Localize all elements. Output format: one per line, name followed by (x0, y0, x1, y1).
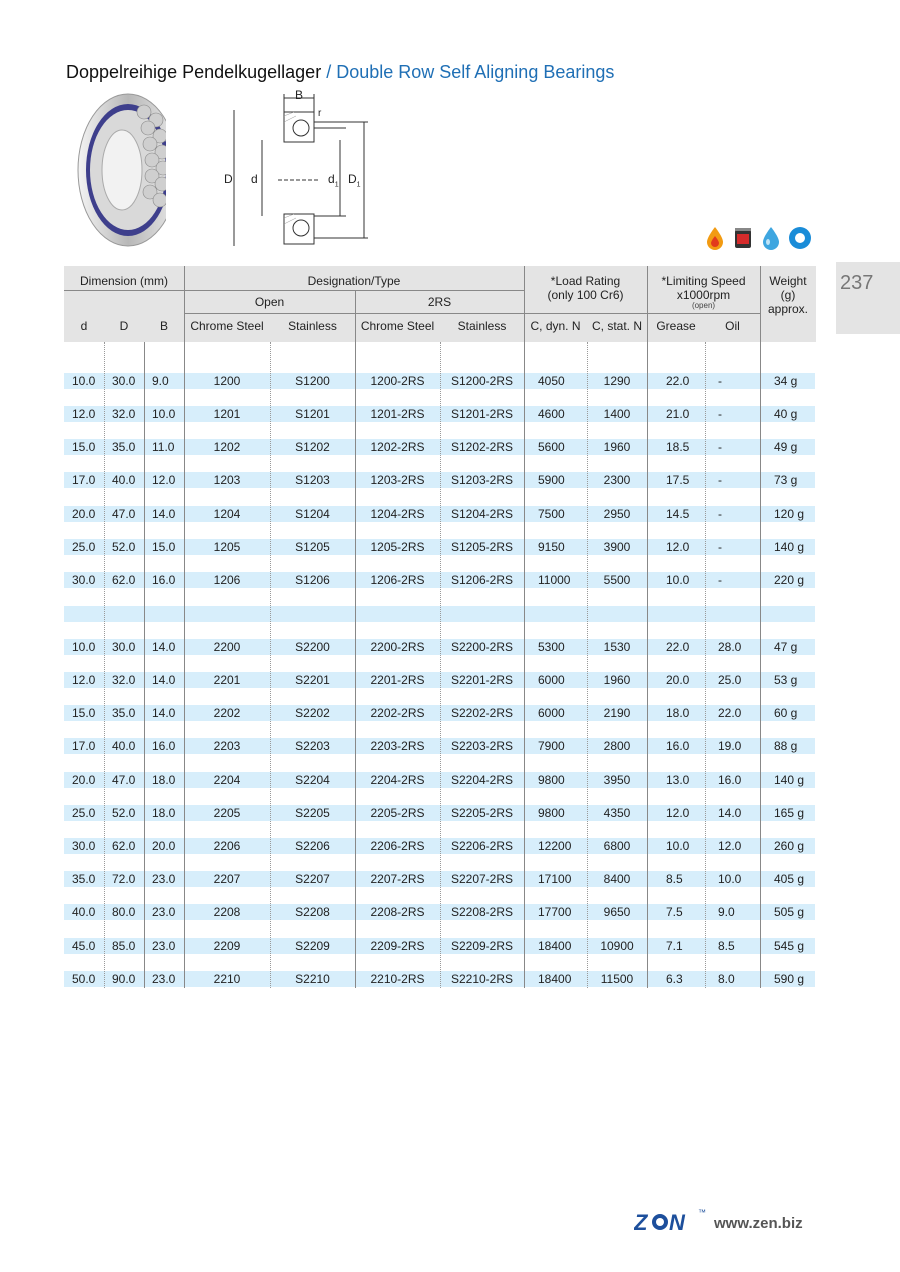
table-row (64, 772, 815, 788)
cell-D: 62.0 (112, 839, 136, 853)
cell-D: 47.0 (112, 773, 136, 787)
table-row (64, 439, 815, 455)
cell-2rs-stainless: S2200-2RS (450, 640, 514, 654)
header-2rs: 2RS (427, 295, 452, 309)
col-header-B: B (159, 319, 168, 333)
cell-open-chrome: 2206 (213, 839, 241, 853)
cell-B: 23.0 (152, 872, 176, 886)
table-row (64, 871, 815, 887)
cell-weight: 165 g (774, 806, 805, 820)
cell-d: 25.0 (72, 806, 96, 820)
cell-weight: 405 g (774, 872, 805, 886)
cell-grease: 13.0 (666, 773, 690, 787)
cell-grease: 18.0 (666, 706, 690, 720)
cell-D: 85.0 (112, 939, 136, 953)
cell-c-dyn: 17100 (538, 872, 572, 886)
cell-2rs-stainless: S2207-2RS (450, 872, 514, 886)
col-header-oil: Oil (725, 319, 740, 333)
cell-B: 14.0 (152, 640, 176, 654)
cell-2rs-chrome: 2201-2RS (370, 673, 425, 687)
cell-oil: 10.0 (718, 872, 742, 886)
cell-c-stat: 2190 (603, 706, 631, 720)
cell-d: 10.0 (72, 374, 96, 388)
cell-B: 16.0 (152, 739, 176, 753)
cell-2rs-chrome: 1200-2RS (370, 374, 425, 388)
cell-oil: 19.0 (718, 739, 742, 753)
cell-weight: 260 g (774, 839, 805, 853)
cell-open-chrome: 2202 (213, 706, 241, 720)
cell-2rs-chrome: 1203-2RS (370, 473, 425, 487)
water-drop-icon (760, 226, 782, 250)
label-B: B (295, 88, 304, 102)
cell-open-stainless: S2207 (295, 872, 330, 886)
cell-open-chrome: 2201 (213, 673, 241, 687)
cell-d: 25.0 (72, 540, 96, 554)
cell-open-chrome: 2207 (213, 872, 241, 886)
table-row (64, 838, 815, 854)
table-row (64, 572, 815, 588)
cell-c-dyn: 9800 (538, 773, 565, 787)
cell-2rs-chrome: 2207-2RS (370, 872, 425, 886)
cell-open-stainless: S1201 (295, 407, 330, 421)
header-limiting-speed: *Limiting Speed (661, 274, 746, 288)
table-row (64, 904, 815, 920)
cell-open-chrome: 1204 (213, 507, 241, 521)
cell-B: 14.0 (152, 507, 176, 521)
cell-2rs-chrome: 2209-2RS (370, 939, 425, 953)
lubrication-icons (704, 226, 810, 250)
cell-D: 30.0 (112, 374, 136, 388)
zen-logo (634, 1210, 706, 1239)
table-row (64, 705, 815, 721)
cell-weight: 590 g (774, 972, 805, 986)
col-header-grease: Grease (656, 319, 696, 333)
cell-2rs-stainless: S2210-2RS (450, 972, 514, 986)
cell-open-chrome: 1205 (213, 540, 241, 554)
cell-open-chrome: 2205 (213, 806, 241, 820)
cell-c-dyn: 6000 (538, 706, 565, 720)
cell-grease: 18.5 (666, 440, 690, 454)
cell-D: 30.0 (112, 640, 136, 654)
cell-open-chrome: 2200 (213, 640, 241, 654)
cell-weight: 47 g (774, 640, 798, 654)
cell-D: 90.0 (112, 972, 136, 986)
cell-B: 23.0 (152, 905, 176, 919)
cell-D: 40.0 (112, 473, 136, 487)
cell-c-dyn: 5900 (538, 473, 565, 487)
cell-c-dyn: 9150 (538, 540, 565, 554)
cell-open-chrome: 2203 (213, 739, 241, 753)
cell-weight: 49 g (774, 440, 798, 454)
cell-B: 20.0 (152, 839, 176, 853)
cell-c-stat: 5500 (603, 573, 631, 587)
cell-open-stainless: S1205 (295, 540, 330, 554)
cell-2rs-stainless: S1203-2RS (450, 473, 514, 487)
header-weight-unit: (g) (780, 288, 796, 302)
cell-D: 35.0 (112, 440, 136, 454)
cell-oil: - (718, 573, 722, 587)
cell-c-dyn: 5300 (538, 640, 565, 654)
website-link[interactable]: www.zen.biz (714, 1215, 803, 1232)
cell-c-stat: 1400 (603, 407, 631, 421)
cell-open-stainless: S2200 (295, 640, 330, 654)
cell-2rs-chrome: 2210-2RS (370, 972, 425, 986)
title-english: Double Row Self Aligning Bearings (336, 62, 615, 82)
cell-d: 17.0 (72, 739, 96, 753)
label-D1: $D_1$ (348, 172, 361, 189)
cell-open-chrome: 2208 (213, 905, 241, 919)
cell-D: 47.0 (112, 507, 136, 521)
cell-c-stat: 1960 (603, 440, 631, 454)
table-row (64, 373, 815, 389)
cell-weight: 40 g (774, 407, 798, 421)
table-row (64, 938, 815, 954)
col-header-2rs-chrome: Chrome Steel (360, 319, 435, 333)
cell-oil: 22.0 (718, 706, 742, 720)
cell-d: 40.0 (72, 905, 96, 919)
table-row (64, 472, 815, 488)
cell-oil: 8.5 (718, 939, 735, 953)
cell-weight: 140 g (774, 540, 805, 554)
page-title (66, 62, 614, 83)
cell-2rs-chrome: 2205-2RS (370, 806, 425, 820)
cell-2rs-chrome: 2204-2RS (370, 773, 425, 787)
cell-weight: 53 g (774, 673, 798, 687)
cell-c-stat: 2950 (603, 507, 631, 521)
cell-oil: - (718, 473, 722, 487)
page-number-tab (836, 262, 900, 334)
cell-d: 10.0 (72, 640, 96, 654)
col-header-D: D (119, 319, 129, 333)
cell-2rs-chrome: 1201-2RS (370, 407, 425, 421)
header-dimension: Dimension (mm) (79, 274, 168, 288)
cell-open-stainless: S1200 (295, 374, 330, 388)
cell-c-stat: 9650 (603, 905, 631, 919)
header-load-rating: *Load Rating (550, 274, 621, 288)
cell-c-dyn: 5600 (538, 440, 565, 454)
cell-2rs-stainless: S2202-2RS (450, 706, 514, 720)
cell-open-stainless: S2209 (295, 939, 330, 953)
cell-open-stainless: S1202 (295, 440, 330, 454)
header-divider (64, 290, 184, 291)
cell-c-stat: 2800 (603, 739, 631, 753)
bearing-cross-section-diagram (218, 88, 378, 252)
cell-weight: 545 g (774, 939, 805, 953)
cell-2rs-stainless: S2203-2RS (450, 739, 514, 753)
header-divider (524, 313, 647, 314)
table-row (64, 639, 815, 655)
cell-grease: 22.0 (666, 374, 690, 388)
cell-grease: 14.5 (666, 507, 690, 521)
cell-c-dyn: 18400 (538, 972, 572, 986)
cell-c-stat: 1530 (603, 640, 631, 654)
cell-open-stainless: S2204 (295, 773, 330, 787)
cell-c-stat: 1290 (603, 374, 631, 388)
header-divider (184, 313, 524, 314)
col-header-open-chrome: Chrome Steel (190, 319, 264, 333)
col-header-c-dyn: C, dyn. N (530, 319, 581, 333)
cell-B: 23.0 (152, 939, 176, 953)
cell-d: 20.0 (72, 507, 96, 521)
cell-open-chrome: 1201 (213, 407, 241, 421)
grease-can-icon (732, 226, 754, 250)
cell-2rs-stainless: S2208-2RS (450, 905, 514, 919)
cell-D: 52.0 (112, 806, 136, 820)
svg-text:N: N (669, 1210, 685, 1234)
cell-open-chrome: 2210 (213, 972, 241, 986)
table-row (64, 971, 815, 987)
cell-c-dyn: 12200 (538, 839, 572, 853)
cell-B: 18.0 (152, 806, 176, 820)
table-row (64, 506, 815, 522)
cell-grease: 10.0 (666, 839, 690, 853)
cell-open-stainless: S2206 (295, 839, 330, 853)
cell-oil: 16.0 (718, 773, 742, 787)
label-r: r (318, 108, 322, 119)
cell-grease: 21.0 (666, 407, 690, 421)
table-row (64, 406, 815, 422)
cell-weight: 88 g (774, 739, 798, 753)
cell-2rs-chrome: 1204-2RS (370, 507, 425, 521)
cell-c-stat: 6800 (603, 839, 631, 853)
cell-d: 45.0 (72, 939, 96, 953)
cell-2rs-chrome: 2200-2RS (370, 640, 425, 654)
cell-c-stat: 11500 (600, 972, 634, 986)
cell-D: 40.0 (112, 739, 136, 753)
cell-open-stainless: S1204 (295, 507, 330, 521)
header-divider (647, 313, 760, 314)
cell-grease: 8.5 (666, 872, 683, 886)
cell-oil: - (718, 407, 722, 421)
label-d: d (251, 172, 258, 186)
cell-c-dyn: 17700 (538, 905, 572, 919)
cell-D: 72.0 (112, 872, 136, 886)
cell-open-stainless: S2203 (295, 739, 330, 753)
cell-B: 12.0 (152, 473, 176, 487)
page-number: 237 (840, 272, 874, 294)
cell-weight: 505 g (774, 905, 805, 919)
cell-c-dyn: 4600 (538, 407, 565, 421)
cell-D: 32.0 (112, 407, 136, 421)
cell-D: 80.0 (112, 905, 136, 919)
header-weight-approx: approx. (767, 302, 809, 316)
table-row (64, 738, 815, 754)
cell-B: 23.0 (152, 972, 176, 986)
cell-2rs-stainless: S1206-2RS (450, 573, 514, 587)
cell-open-stainless: S1206 (295, 573, 330, 587)
cell-open-chrome: 1203 (213, 473, 241, 487)
cell-c-stat: 2300 (603, 473, 631, 487)
cell-B: 9.0 (152, 374, 169, 388)
oil-drop-icon (704, 226, 726, 250)
cell-grease: 17.5 (666, 473, 690, 487)
header-designation: Designation/Type (307, 274, 401, 288)
cell-c-stat: 1960 (603, 673, 631, 687)
cell-2rs-chrome: 1205-2RS (370, 540, 425, 554)
cell-grease: 16.0 (666, 739, 690, 753)
cell-open-stainless: S2208 (295, 905, 330, 919)
cell-oil: - (718, 507, 722, 521)
cell-B: 14.0 (152, 673, 176, 687)
cell-oil: 14.0 (718, 806, 742, 820)
cell-2rs-stainless: S1204-2RS (450, 507, 514, 521)
table-row (64, 672, 815, 688)
header-limiting-speed-unit: x1000rpm (676, 288, 731, 302)
cell-open-chrome: 2209 (213, 939, 241, 953)
cell-c-stat: 10900 (600, 939, 634, 953)
cell-weight: 34 g (774, 374, 798, 388)
table-row (64, 539, 815, 555)
cell-2rs-stainless: S1201-2RS (450, 407, 514, 421)
cell-c-dyn: 18400 (538, 939, 572, 953)
cell-oil: 25.0 (718, 673, 742, 687)
cell-oil: 12.0 (718, 839, 742, 853)
cell-B: 15.0 (152, 540, 176, 554)
cell-c-stat: 3900 (603, 540, 631, 554)
cell-B: 14.0 (152, 706, 176, 720)
cell-d: 15.0 (72, 706, 96, 720)
cell-open-chrome: 1202 (213, 440, 241, 454)
cell-grease: 7.1 (666, 939, 683, 953)
cell-c-dyn: 9800 (538, 806, 565, 820)
technical-drawing (218, 88, 378, 257)
cell-oil: - (718, 440, 722, 454)
cell-oil: - (718, 374, 722, 388)
cell-open-chrome: 1200 (213, 374, 241, 388)
cell-2rs-stainless: S1205-2RS (450, 540, 514, 554)
cell-grease: 20.0 (666, 673, 690, 687)
header-load-rating-sub: (only 100 Cr6) (547, 288, 624, 302)
cell-oil: 28.0 (718, 640, 742, 654)
cell-open-stainless: S1203 (295, 473, 330, 487)
cell-open-stainless: S2205 (295, 806, 330, 820)
cell-D: 32.0 (112, 673, 136, 687)
cell-2rs-chrome: 2208-2RS (370, 905, 425, 919)
table-row (64, 805, 815, 821)
cell-2rs-chrome: 2203-2RS (370, 739, 425, 753)
cell-B: 18.0 (152, 773, 176, 787)
cell-grease: 7.5 (666, 905, 683, 919)
cell-B: 11.0 (152, 440, 175, 454)
cell-D: 52.0 (112, 540, 136, 554)
cell-open-stainless: S2210 (295, 972, 330, 986)
cell-open-stainless: S2202 (295, 706, 330, 720)
cell-c-dyn: 7900 (538, 739, 565, 753)
title-separator: / (321, 62, 337, 82)
cell-oil: - (718, 540, 722, 554)
cell-weight: 73 g (774, 473, 798, 487)
ring-icon (788, 226, 810, 250)
cell-c-dyn: 6000 (538, 673, 565, 687)
col-header-open-stainless: Stainless (288, 319, 337, 333)
cell-c-stat: 8400 (603, 872, 631, 886)
cell-open-chrome: 2204 (213, 773, 241, 787)
cell-grease: 12.0 (666, 806, 690, 820)
cell-d: 12.0 (72, 673, 96, 687)
cell-grease: 22.0 (666, 640, 690, 654)
cell-c-dyn: 4050 (538, 374, 565, 388)
cell-weight: 220 g (774, 573, 805, 587)
cell-2rs-stainless: S1202-2RS (450, 440, 514, 454)
cell-2rs-chrome: 2206-2RS (370, 839, 425, 853)
cell-c-stat: 3950 (603, 773, 631, 787)
cell-grease: 12.0 (666, 540, 690, 554)
cell-d: 12.0 (72, 407, 96, 421)
cell-d: 35.0 (72, 872, 96, 886)
cell-B: 10.0 (152, 407, 176, 421)
cell-d: 30.0 (72, 839, 96, 853)
label-D: D (224, 172, 233, 186)
cell-oil: 9.0 (718, 905, 735, 919)
cell-weight: 60 g (774, 706, 798, 720)
cell-2rs-chrome: 1206-2RS (370, 573, 425, 587)
cell-2rs-stainless: S2201-2RS (450, 673, 514, 687)
cell-c-stat: 4350 (603, 806, 631, 820)
title-german: Doppelreihige Pendelkugellager (66, 62, 322, 82)
bearing-image (70, 90, 180, 250)
col-header-c-stat: C, stat. N (591, 319, 642, 333)
cell-grease: 10.0 (666, 573, 690, 587)
cell-D: 62.0 (112, 573, 136, 587)
cell-weight: 140 g (774, 773, 805, 787)
cell-c-dyn: 11000 (538, 573, 571, 587)
cell-grease: 6.3 (666, 972, 683, 986)
cell-oil: 8.0 (718, 972, 735, 986)
cell-weight: 120 g (774, 507, 805, 521)
trademark: ™ (698, 1208, 706, 1217)
cell-c-dyn: 7500 (538, 507, 565, 521)
header-open: Open (254, 295, 285, 309)
cell-open-chrome: 1206 (213, 573, 241, 587)
cell-d: 15.0 (72, 440, 96, 454)
col-header-d: d (80, 319, 88, 333)
svg-text:Z: Z (634, 1210, 648, 1234)
cell-2rs-stainless: S2206-2RS (450, 839, 514, 853)
label-d1: $d_1$ (328, 172, 339, 189)
col-header-2rs-stainless: Stainless (457, 319, 507, 333)
header-weight: Weight (769, 274, 807, 288)
cell-2rs-stainless: S2209-2RS (450, 939, 514, 953)
cell-2rs-chrome: 2202-2RS (370, 706, 425, 720)
cell-d: 30.0 (72, 573, 96, 587)
header-divider (184, 290, 524, 291)
cell-D: 35.0 (112, 706, 136, 720)
cell-2rs-stainless: S2205-2RS (450, 806, 514, 820)
cell-B: 16.0 (152, 573, 176, 587)
cell-d: 20.0 (72, 773, 96, 787)
cell-d: 17.0 (72, 473, 96, 487)
header-limiting-speed-sub: (open) (691, 301, 716, 310)
cell-d: 50.0 (72, 972, 96, 986)
cell-open-stainless: S2201 (295, 673, 330, 687)
cell-2rs-stainless: S1200-2RS (450, 374, 514, 388)
cell-2rs-stainless: S2204-2RS (450, 773, 514, 787)
cell-2rs-chrome: 1202-2RS (370, 440, 425, 454)
